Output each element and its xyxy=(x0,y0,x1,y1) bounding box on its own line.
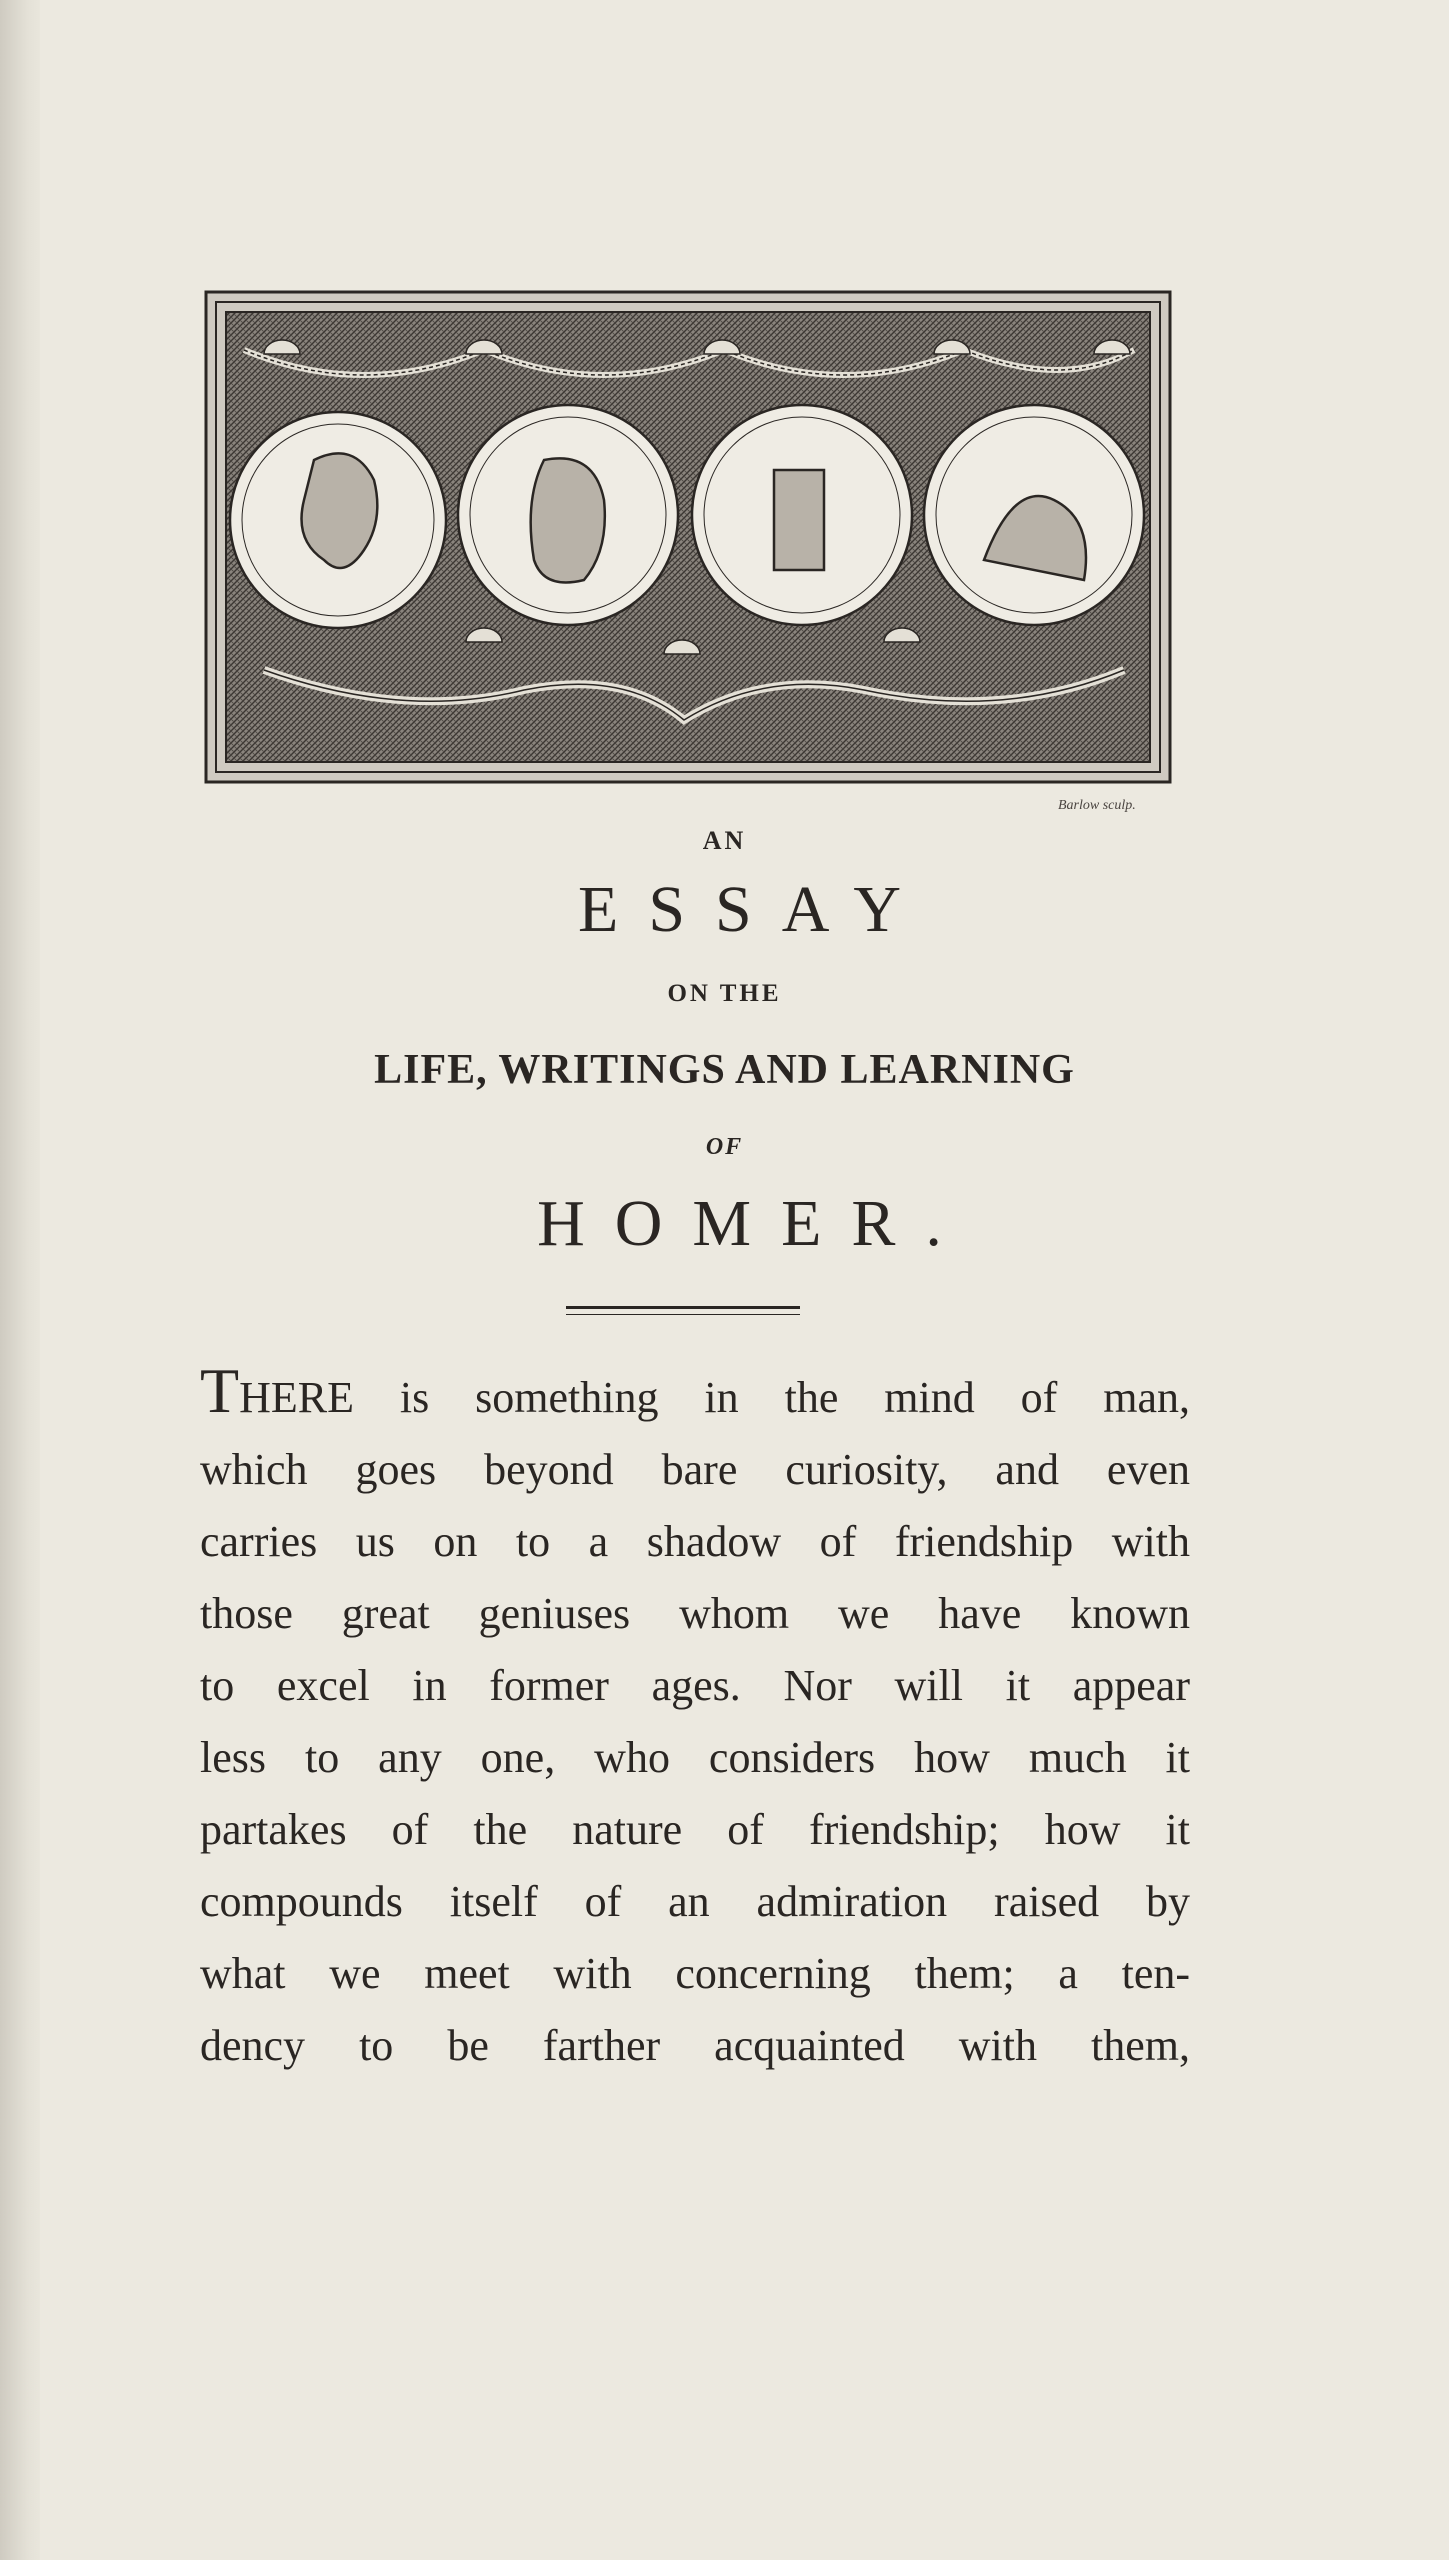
title-essay: ESSAY xyxy=(578,873,931,946)
body-line: dency to be farther acquainted with them, xyxy=(200,2021,1190,2070)
title-homer: HOMER. xyxy=(537,1187,972,1260)
coin-2 xyxy=(458,405,678,625)
engraver-credit: Barlow sculp. xyxy=(1058,798,1136,813)
title-an: AN xyxy=(702,826,747,855)
body-line: THERE is something in the mind of man, xyxy=(200,1355,1190,1426)
coin-3 xyxy=(692,405,912,625)
body-line: less to any one, who considers how much it xyxy=(200,1733,1190,1782)
body-line: compounds itself of an admiration raised by xyxy=(200,1877,1190,1926)
book-gutter xyxy=(0,0,40,2560)
ornamental-plate-engraving xyxy=(204,290,1172,784)
body-line: what we meet with concerning them; a ten- xyxy=(200,1949,1190,1998)
title-on-the: ON THE xyxy=(667,980,782,1007)
body-line: partakes of the nature of friendship; how it xyxy=(200,1805,1190,1854)
title-subject: LIFE, WRITINGS AND LEARNING xyxy=(374,1047,1075,1093)
coin-1 xyxy=(230,412,446,628)
body-line: to excel in former ages. Nor will it appear xyxy=(200,1661,1190,1710)
drop-cap: T xyxy=(200,1355,240,1426)
body-line: carries us on to a shadow of friendship with xyxy=(200,1517,1190,1566)
title-of: OF xyxy=(705,1134,744,1160)
title-rule xyxy=(566,1306,800,1315)
body-line: those great geniuses whom we have known xyxy=(200,1589,1190,1638)
body-line: which goes beyond bare curiosity, and even xyxy=(200,1445,1190,1494)
coin-4 xyxy=(924,405,1144,625)
essay-body xyxy=(200,1355,1190,2082)
